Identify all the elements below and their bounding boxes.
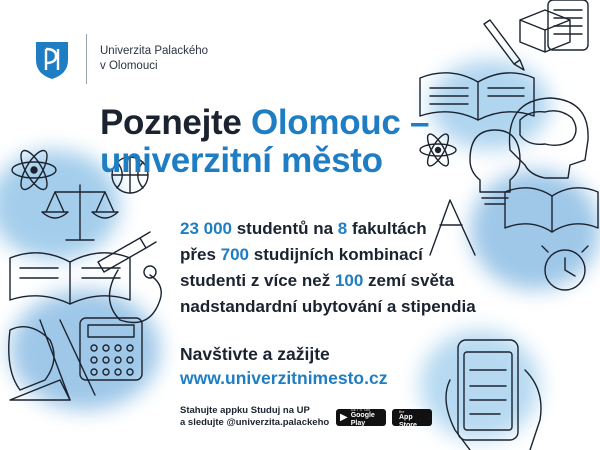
headline [100,104,429,180]
call-to-action [180,342,387,390]
fact-number: 23 000 [180,219,232,238]
watercolor-splash [10,290,160,410]
logo-divider [86,34,87,84]
headline-part3: univerzitní město [100,141,383,180]
app-download-text [180,405,329,429]
cube-icon [520,10,570,52]
fact-row [180,216,476,242]
fact-number: 700 [220,245,250,264]
phone-icon [548,0,588,50]
google-play-big: Google Play [350,411,375,427]
fact-text: studenti z více než [180,271,335,290]
watercolor-splash [470,170,600,290]
fact-number: 100 [334,271,364,290]
fact-text: zemí světa [363,271,455,290]
website-link[interactable]: www.univerzitnimesto.cz [180,368,388,388]
app-store-big: App Store [399,413,417,429]
fact-row [180,294,476,320]
cta-visit: Navštivte a zažijte [180,344,330,364]
app-line2: a sledujte @univerzita.palackeho [180,417,330,428]
fact-text: studijních kombinací [249,245,423,264]
fact-text: nadstandardní ubytování a stipendia [180,297,476,316]
university-name [100,44,208,74]
university-name-line1: Univerzita Palackého [100,45,209,57]
fact-row [180,268,476,294]
university-logo [34,40,70,80]
app-line1: Stahujte appku Studuj na UP [180,405,310,416]
google-play-badge[interactable] [336,409,386,426]
fact-number: 8 [337,219,348,238]
google-play-icon: ▶ [340,411,348,423]
headline-part2: Olomouc – [250,103,430,142]
university-name-line2: v Olomouci [100,60,158,72]
app-store-badge[interactable] [392,405,432,429]
fact-text: přes [180,245,221,264]
google-play-small: GET IT ON [350,407,370,412]
headline-part1: Poznejte [100,103,251,142]
fact-text: studentů na [232,219,338,238]
app-store-small: Download on the [399,405,422,414]
facts-list [180,216,476,320]
fact-row [180,242,476,268]
fact-text: fakultách [347,219,427,238]
watercolor-splash [430,60,550,150]
watercolor-splash [420,330,540,440]
